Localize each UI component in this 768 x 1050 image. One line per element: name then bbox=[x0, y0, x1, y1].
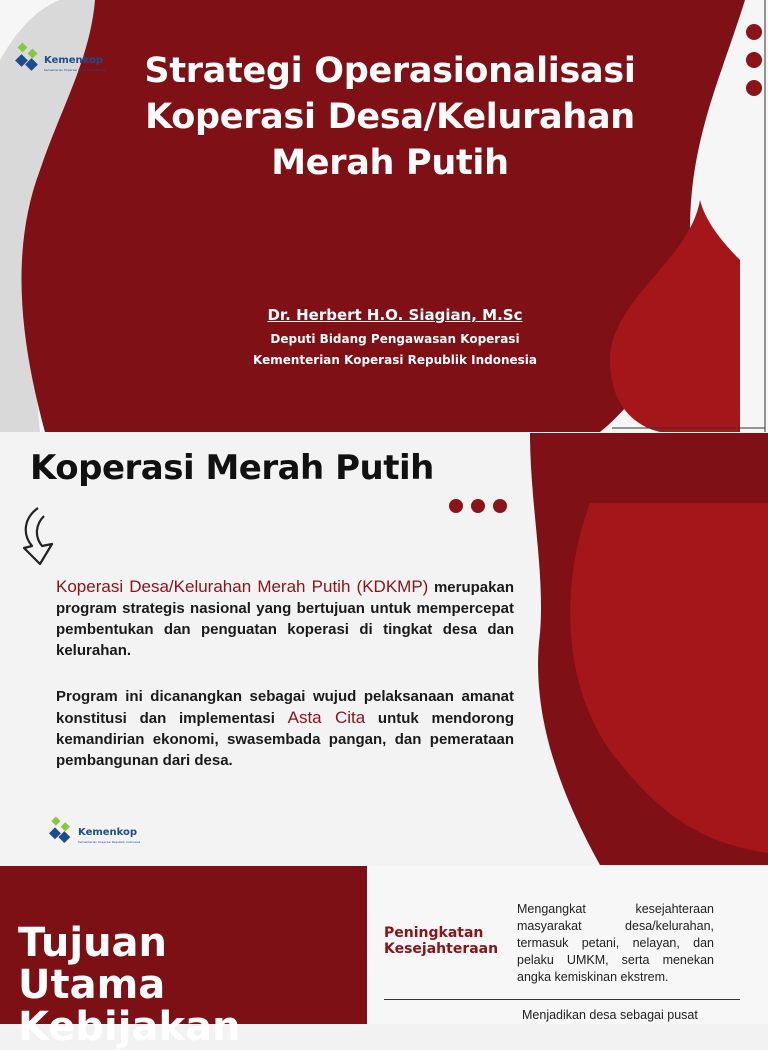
asta-cita-highlight: Asta Cita bbox=[287, 708, 366, 727]
divider bbox=[384, 999, 740, 1000]
decorative-dots bbox=[448, 496, 510, 516]
author-name: Dr. Herbert H.O. Siagian, M.Sc bbox=[267, 306, 523, 324]
title-line: Koperasi Desa/Kelurahan bbox=[145, 97, 635, 137]
title-line: Utama bbox=[18, 962, 166, 1008]
title-line: Kebijakan bbox=[18, 1004, 241, 1050]
intro-paragraph-2 bbox=[56, 686, 514, 771]
paragraph-text: untuk mendorong kemandirian ekonomi, swasembada pangan, dan pemerataan pembangunan dari desa. bbox=[56, 710, 514, 769]
kemenkop-logo-mark bbox=[48, 816, 76, 846]
label-line: Kesejahteraan bbox=[384, 941, 499, 957]
author-position: Deputi Bidang Pengawasan Koperasi bbox=[270, 332, 520, 346]
logo-subtext: Kementerian Koperasi Republik Indonesia bbox=[78, 840, 141, 844]
paragraph-text: merupakan program strategis nasional yang bertujuan untuk mempercepat pembentukan dan penguatan koperasi di tingkat desa dan kelurahan. bbox=[56, 579, 514, 659]
title-line: Strategi Operasionalisasi bbox=[144, 51, 636, 91]
title-slide bbox=[0, 0, 768, 432]
logo-text: Kemenkop bbox=[78, 827, 138, 838]
objectives-slide bbox=[0, 866, 768, 1050]
objectives-title bbox=[18, 922, 241, 1048]
objective-description: Menjadikan desa sebagai pusat bbox=[522, 1008, 698, 1022]
intro-paragraph-1 bbox=[56, 576, 514, 661]
logo-text: Kemenkop bbox=[44, 55, 104, 66]
title-line: Tujuan bbox=[18, 920, 168, 966]
slide2-heading: Koperasi Merah Putih bbox=[30, 448, 434, 488]
kdkmp-highlight: Koperasi Desa/Kelurahan Merah Putih (KDKMP) bbox=[56, 577, 429, 596]
objective-description: Mengangkat kesejahteraan masyarakat desa/kelurahan, termasuk petani, nelayan, dan pelaku UMKM, serta menekan angka kemiskinan ekstrem. bbox=[517, 902, 714, 984]
objective-label bbox=[384, 925, 498, 957]
label-line: Peningkatan bbox=[384, 925, 484, 941]
curved-arrow-icon bbox=[14, 506, 58, 568]
kemenkop-logo-mark bbox=[15, 42, 43, 74]
logo-subtext: Kementerian Koperasi Republik Indonesia bbox=[44, 68, 107, 72]
paragraph-text: Program ini dicanangkan sebagai wujud pelaksanaan amanat konstitusi dan implementasi bbox=[56, 688, 514, 727]
presentation-title bbox=[120, 48, 660, 186]
decorative-dots bbox=[742, 20, 766, 104]
kemenkop-logo bbox=[15, 42, 43, 78]
title-line: Merah Putih bbox=[271, 143, 509, 183]
objectives-title-panel bbox=[0, 866, 367, 1050]
author-institution: Kementerian Koperasi Republik Indonesia bbox=[252, 353, 537, 367]
